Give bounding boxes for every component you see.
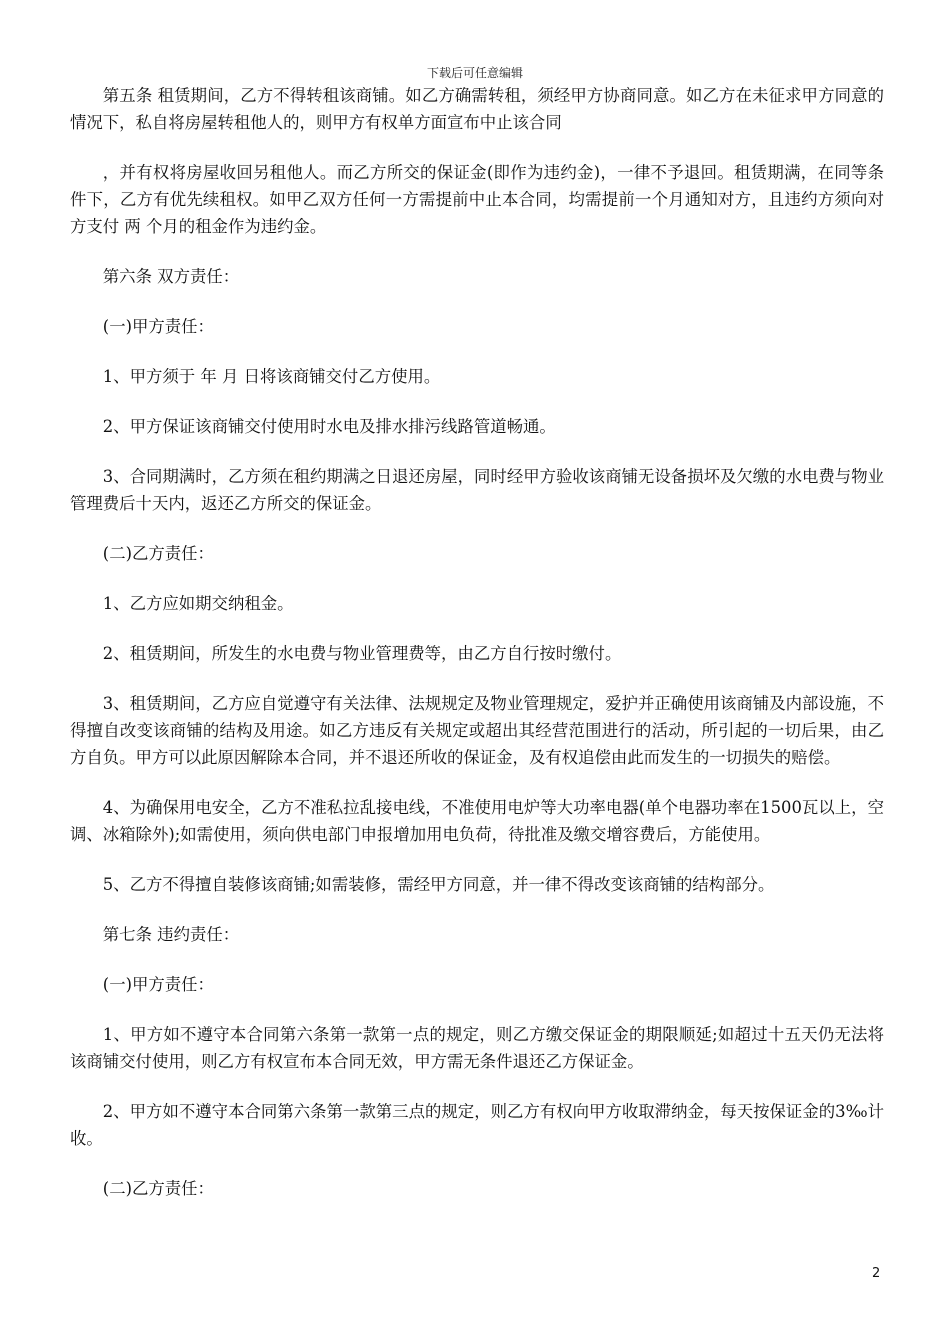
article-7-heading: 第七条 违约责任： <box>102 925 240 944</box>
party-b-liability-heading: (二)乙方责任： <box>102 1179 214 1198</box>
party-b-duties-heading: (二)乙方责任： <box>102 544 214 563</box>
party-b-duty-3: 3、租赁期间，乙方应自觉遵守有关法律、法规规定及物业管理规定，爱护并正确使用该商铺及内部设施，不得擅自改变该商铺的结构及用途。如乙方违反有关规定或超出其经营范围进行的活动，所引起的一切后果，由乙方自负。甲方可以此原因解除本合同，并不退还所收的保证金，及有权追偿由此而发生的一切损失的赔偿。 <box>70 694 884 767</box>
article-6-heading: 第六条 双方责任： <box>102 267 240 286</box>
party-b-duty-5: 5、乙方不得擅自装修该商铺;如需装修，需经甲方同意，并一律不得改变该商铺的结构部分。 <box>102 875 775 894</box>
party-a-liability-1: 1、甲方如不遵守本合同第六条第一款第一点的规定，则乙方缴交保证金的期限顺延;如超过十五天仍无法将该商铺交付使用，则乙方有权宣布本合同无效，甲方需无条件退还乙方保证金。 <box>70 1025 884 1071</box>
party-a-duty-1: 1、甲方须于 年 月 日将该商铺交付乙方使用。 <box>102 367 441 386</box>
article-5-paragraph: 第五条 租赁期间，乙方不得转租该商铺。如乙方确需转租，须经甲方协商同意。如乙方在未征求甲方同意的情况下，私自将房屋转租他人的，则甲方有权单方面宣布中止该合同 <box>70 86 884 132</box>
party-b-duty-2: 2、租赁期间，所发生的水电费与物业管理费等，由乙方自行按时缴付。 <box>102 644 622 663</box>
party-b-duty-1: 1、乙方应如期交纳租金。 <box>102 594 294 613</box>
party-a-duty-3: 3、合同期满时，乙方须在租约期满之日退还房屋，同时经甲方验收该商铺无设备损坏及欠缴的水电费与物业管理费后十天内，返还乙方所交的保证金。 <box>70 467 884 513</box>
party-a-liability-heading: (一)甲方责任： <box>102 975 214 994</box>
article-5-continuation: ，并有权将房屋收回另租他人。而乙方所交的保证金(即作为违约金)，一律不予退回。租赁期满，在同等条件下，乙方有优先续租权。如甲乙双方任何一方需提前中止本合同，均需提前一个月通知对方，且违约方须向对方支付 两 个月的租金作为违约金。 <box>70 163 884 236</box>
header-note: 下载后可任意编辑 <box>426 66 523 80</box>
party-a-duty-2: 2、甲方保证该商铺交付使用时水电及排水排污线路管道畅通。 <box>102 417 556 436</box>
party-a-liability-2: 2、甲方如不遵守本合同第六条第一款第三点的规定，则乙方有权向甲方收取滞纳金，每天按保证金的3‰计收。 <box>70 1102 884 1148</box>
party-b-duty-4: 4、为确保用电安全，乙方不准私拉乱接电线，不准使用电炉等大功率电器(单个电器功率在1500瓦以上，空调、冰箱除外);如需使用，须向供电部门申报增加用电负荷，待批准及缴交增容费后，方能使用。 <box>70 798 884 844</box>
party-a-duties-heading: (一)甲方责任： <box>102 317 214 336</box>
document-body <box>70 82 884 1225</box>
page-number: 2 <box>872 1266 881 1281</box>
